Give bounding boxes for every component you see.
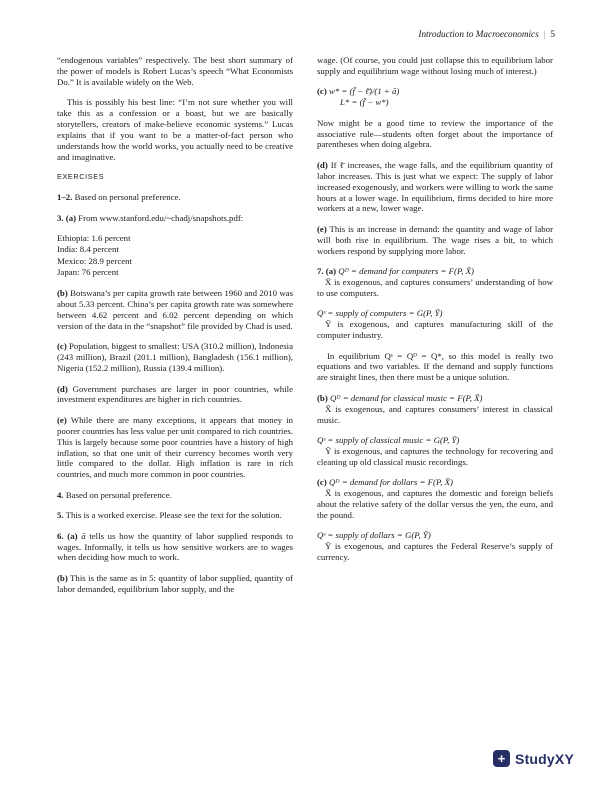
exercise-label: 6. (a) bbox=[57, 530, 78, 541]
exercise-7b-supply bbox=[317, 435, 553, 468]
exercise-text: This is an increase in demand: the quantity and wage of labor will both rise in equilibrium. The wage rises a bit, to which workers respond by supplying more labor. bbox=[317, 223, 553, 256]
exercise-3c bbox=[57, 341, 293, 374]
exercise-label: (b) bbox=[57, 288, 68, 299]
exercise-label: (d) bbox=[317, 159, 328, 170]
exercise-label: (c) bbox=[317, 477, 327, 488]
paragraph-lucas-quote: This is possibly his best line: “I’m not sure whether you will take this as a confession or a boast, but we are basically storytellers, creators of make-believe economic systems.” Lucas explains that if you want to be a matter-of-fact person who understands how the world works, you actually need to be creative and imaginative. bbox=[57, 97, 293, 162]
country-percent-list bbox=[57, 233, 293, 279]
exercise-text: From www.stanford.edu/~chadj/snapshots.pdf: bbox=[78, 212, 244, 223]
exercise-7c-supply bbox=[317, 530, 553, 563]
page-number: 5 bbox=[550, 29, 555, 39]
exercise-label: (d) bbox=[57, 383, 68, 394]
equation-wage: w* = (f̄ − ℓ̄)/(1 + ā) bbox=[328, 86, 400, 97]
exercise-6d bbox=[317, 160, 553, 215]
header-separator: | bbox=[543, 29, 546, 39]
exercise-6b bbox=[57, 573, 293, 595]
exercise-label: 1–2. bbox=[57, 192, 73, 203]
studyxy-logo bbox=[493, 750, 574, 767]
exercise-text: Based on personal preference. bbox=[74, 192, 181, 203]
equation-line bbox=[317, 393, 553, 404]
book-title: Introduction to Macroeconomics bbox=[418, 29, 539, 39]
paragraph-associative-rule: Now might be a good time to review the importance of the associative rule—students often forget about the importance of parentheses when doing algebra. bbox=[317, 117, 553, 150]
equation-note: Ȳ is exogenous, and captures the Federal Reserve’s supply of currency. bbox=[317, 541, 553, 563]
equation-note: Ȳ is exogenous, and captures the technology for recovering and cleaning up old classical music recordings. bbox=[317, 445, 553, 467]
exercise-3a bbox=[57, 213, 293, 224]
equation-note: X̄ is exogenous, and captures consumers’ understanding of how to use computers. bbox=[317, 277, 553, 298]
left-column bbox=[57, 55, 293, 604]
list-item: India: 8.4 percent bbox=[57, 244, 119, 255]
equation-note: X̄ is exogenous, and captures the domestic and foreign beliefs about the relative safety of the dollar versus the yen, the euro, and the pound. bbox=[317, 488, 553, 520]
equation-line bbox=[317, 266, 553, 277]
paragraph-wage-continuation: wage. (Of course, you could just collapse this to equilibrium labor supply and equilibrium wage without losing much of interest.) bbox=[317, 55, 553, 76]
exercise-3e bbox=[57, 415, 293, 480]
equation-demand-computers: Qᴰ = demand for computers = F(P, X̄) bbox=[338, 266, 474, 277]
exercise-text: This is the same as in 5: quantity of labor supplied, quantity of labor demanded, equilibrium labor supply, and the bbox=[57, 572, 293, 594]
equation-note: X̄ is exogenous, and captures consumers’ interest in classical music. bbox=[317, 403, 553, 425]
right-column bbox=[317, 55, 553, 604]
exercise-1-2 bbox=[57, 192, 293, 203]
exercise-5 bbox=[57, 510, 293, 521]
exercise-text: This is a worked exercise. Please see the text for the solution. bbox=[65, 510, 282, 521]
exercise-3d bbox=[57, 384, 293, 406]
exercise-text: Population, biggest to smallest: USA (310.2 million), Indonesia (243 million), Brazil (201.1 million), Bangladesh (156.1 million), Nigeria (152.2 million), Russia (139.4 million). bbox=[57, 341, 293, 374]
exercise-text: Based on personal preference. bbox=[65, 489, 172, 500]
exercise-7a-demand bbox=[317, 266, 553, 299]
exercise-label: (b) bbox=[57, 572, 68, 583]
list-item: Japan: 76 percent bbox=[57, 267, 119, 278]
paragraph-equilibrium: In equilibrium Qˢ = Qᴰ = Q*, so this model is really two equations and two variables. If the demand and supply functions are straight lines, then there must be a unique solution. bbox=[317, 350, 553, 383]
exercise-4 bbox=[57, 490, 293, 501]
exercise-7a-supply bbox=[317, 308, 553, 341]
equation-demand-classical: Qᴰ = demand for classical music = F(P, X̄) bbox=[329, 392, 483, 403]
exercise-label: 4. bbox=[57, 489, 64, 500]
exercise-6a bbox=[57, 531, 293, 564]
exercise-label: (c) bbox=[317, 86, 327, 97]
equation-line bbox=[317, 477, 553, 488]
brand-name: StudyXY bbox=[515, 750, 574, 767]
equation-supply-classical: Qˢ = supply of classical music = G(P, Ȳ) bbox=[317, 434, 460, 445]
exercise-7b-demand bbox=[317, 393, 553, 426]
list-item: Mexico: 28.9 percent bbox=[57, 255, 132, 266]
exercise-label: (e) bbox=[57, 414, 67, 425]
exercise-3b bbox=[57, 288, 293, 332]
exercise-text: Government purchases are larger in poor countries, while investment expenditures are higher in rich countries. bbox=[57, 383, 293, 405]
exercise-label: 7. (a) bbox=[317, 266, 337, 277]
exercise-7c-demand bbox=[317, 477, 553, 521]
equation-line bbox=[317, 86, 553, 97]
variable-a-bar: ā bbox=[81, 530, 86, 541]
exercise-text: If ℓ̄ increases, the wage falls, and the equilibrium quantity of labor increases. This is just what we expect: The supply of labor increased exogenously, and workers were willing to work the same hours at a lower wage. In equilibrium, firms decided to hire more workers at a new, lower wage. bbox=[317, 159, 553, 214]
equation-labor: L* = (f̄ − w*) bbox=[340, 97, 389, 108]
equation-note: Ȳ is exogenous, and captures manufacturing skill of the computer industry. bbox=[317, 319, 553, 341]
exercise-label: (b) bbox=[317, 392, 328, 403]
list-item: Ethiopia: 1.6 percent bbox=[57, 233, 131, 244]
text-columns bbox=[57, 55, 553, 604]
exercise-6e bbox=[317, 224, 553, 257]
exercise-label: (e) bbox=[317, 223, 327, 234]
paragraph-endogenous-variables: “endogenous variables” respectively. The best short summary of the power of models is Robert Lucas’s speech “What Economists Do.” It is available widely on the Web. bbox=[57, 55, 293, 87]
equation-demand-dollars: Qᴰ = demand for dollars = F(P, X̄) bbox=[328, 477, 453, 488]
exercise-6c bbox=[317, 86, 553, 108]
exercise-text: Botswana’s per capita growth rate between 1960 and 2010 was about 5.33 percent. China’s per capita growth rate was somewhere between 4.62 percent and 6.02 percent depending on which version of the data in the “snapshot” file provided by Chad is used. bbox=[57, 288, 293, 331]
exercise-text: tells us how the quantity of labor supplied responds to wages. Informally, it tells us how sensitive workers are to wages when deciding how much to work. bbox=[57, 530, 293, 563]
exercise-label: (c) bbox=[57, 341, 67, 352]
exercise-text: While there are many exceptions, it appears that money in poorer countries has less value per unit compared to rich countries. This is largely because some poor countries have a history of high inflation, so that one unit of their currency becomes worth very little compared to the dollar. High inflation is rare in rich countries, and much more common in poor countries. bbox=[57, 414, 293, 480]
running-header bbox=[418, 29, 555, 39]
exercise-label: 3. (a) bbox=[57, 212, 77, 223]
exercise-label: 5. bbox=[57, 510, 64, 521]
equation-supply-dollars: Qˢ = supply of dollars = G(P, Ȳ) bbox=[317, 530, 431, 541]
exercises-heading: EXERCISES bbox=[57, 172, 105, 182]
equation-supply-computers: Qˢ = supply of computers = G(P, Ȳ) bbox=[317, 308, 443, 319]
plus-icon: + bbox=[493, 750, 510, 767]
